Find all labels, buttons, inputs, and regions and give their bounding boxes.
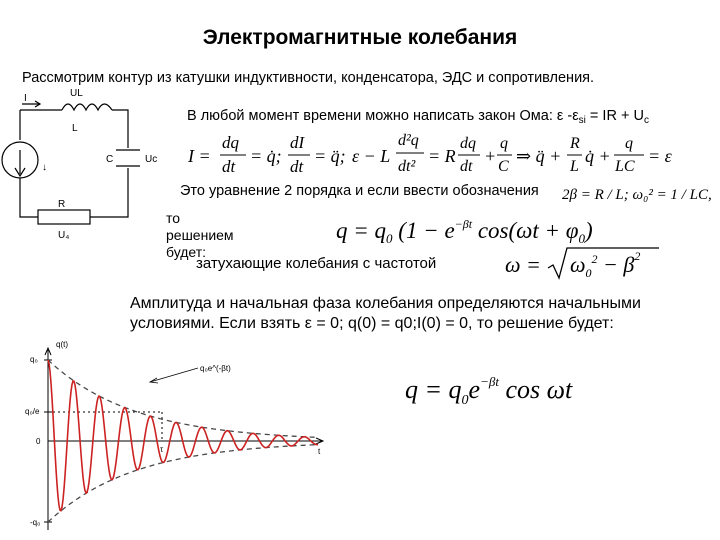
svg-text:d²q: d²q <box>398 132 419 149</box>
svg-text:C: C <box>498 158 509 175</box>
second-order-note: Это уравнение 2 порядка и если ввести обозначения <box>180 183 539 199</box>
svg-text:dI: dI <box>290 133 305 152</box>
equation-block <box>187 132 712 408</box>
svg-text:dt: dt <box>290 157 304 176</box>
svg-text:+: + <box>484 146 497 166</box>
svg-text:= q̈;: = q̈; <box>314 146 346 166</box>
svg-text:dt: dt <box>460 158 473 175</box>
amplitude-text: Амплитуда и начальная фаза колебания определяются начальными условиями. Если взять ε = 0; q(0) = q0;I(0) = 0, то решение будет: <box>130 295 641 332</box>
svg-text:= R: = R <box>428 146 456 166</box>
ohm-law-tail-sub: c <box>643 115 649 126</box>
tau-label: τ <box>160 445 164 454</box>
label-uc: Uc <box>145 154 158 165</box>
oscillation-curve <box>48 360 318 511</box>
svg-text:⇒ q̈ +: ⇒ q̈ + <box>516 146 562 166</box>
svg-text:dq: dq <box>222 133 239 152</box>
svg-text:q: q <box>500 135 508 152</box>
ohm-law-sub: si <box>578 115 586 126</box>
ohm-law-main: В любой момент времени можно написать закон Ома: ε -ε <box>187 108 579 124</box>
damped-oscillation-graph <box>44 348 323 530</box>
y-bottom-label: -q₀ <box>30 518 41 527</box>
page-title: Электромагнитные колебания <box>202 26 518 49</box>
eq1-I: I = <box>188 146 211 166</box>
envelope-label: q₀e^(-βt) <box>200 364 231 373</box>
solution2-formula: $q = q_0e^{-\beta t}$ cos ωt <box>405 374 573 408</box>
envelope-upper <box>48 360 318 437</box>
y-top-label: q₀ <box>30 355 38 364</box>
svg-text:q: q <box>625 135 633 152</box>
svg-text:R: R <box>570 135 580 152</box>
label-current: I <box>24 93 27 104</box>
frequency-formula: ω = <box>505 252 541 277</box>
solution1-formula: $q = q_0$ ($1 - e^{-\beta t}$ $\cos(\omega t + \varphi_0)$ <box>336 217 593 246</box>
label-l: L <box>72 123 78 134</box>
svg-text:L: L <box>570 158 579 175</box>
svg-text:dt²: dt² <box>398 158 416 175</box>
label-r: R <box>58 199 66 210</box>
svg-text:LC: LC <box>615 158 635 175</box>
ohm-law-tail: = IR + U <box>585 108 644 124</box>
svg-text:= q̇;: = q̇; <box>250 146 282 166</box>
label-ur: U₄ <box>58 230 70 241</box>
svg-text:= ε: = ε <box>648 146 672 166</box>
y-zero-label: 0 <box>36 437 41 446</box>
solution-intro: то решением будет: <box>166 210 234 260</box>
svg-text:dt: dt <box>222 157 236 176</box>
circuit-diagram <box>2 101 140 224</box>
label-ul: UL <box>70 88 83 99</box>
svg-text:ε − L: ε − L <box>352 146 391 166</box>
intro-text: Рассмотрим контур из катушки индуктивности, конденсатора, ЭДС и сопротивления. <box>22 70 595 86</box>
label-source: ↓ <box>42 162 47 173</box>
y-mid-label: q₀/e <box>25 407 40 416</box>
y-axis-label: q(t) <box>56 340 68 349</box>
label-c: C <box>106 154 114 165</box>
x-axis-label: t <box>318 447 321 456</box>
svg-text:q̇ +: q̇ + <box>585 146 611 166</box>
inductor <box>62 104 112 110</box>
notation-formula: 2β = R / L; ω₀² = 1 / LC, <box>562 187 712 203</box>
svg-text:ω02 − β2: $\omega_0^2 - \beta^2$ <box>570 249 641 280</box>
svg-text:dq: dq <box>460 135 476 152</box>
damped-text: затухающие колебания с частотой <box>196 255 437 272</box>
resistor <box>38 210 90 224</box>
